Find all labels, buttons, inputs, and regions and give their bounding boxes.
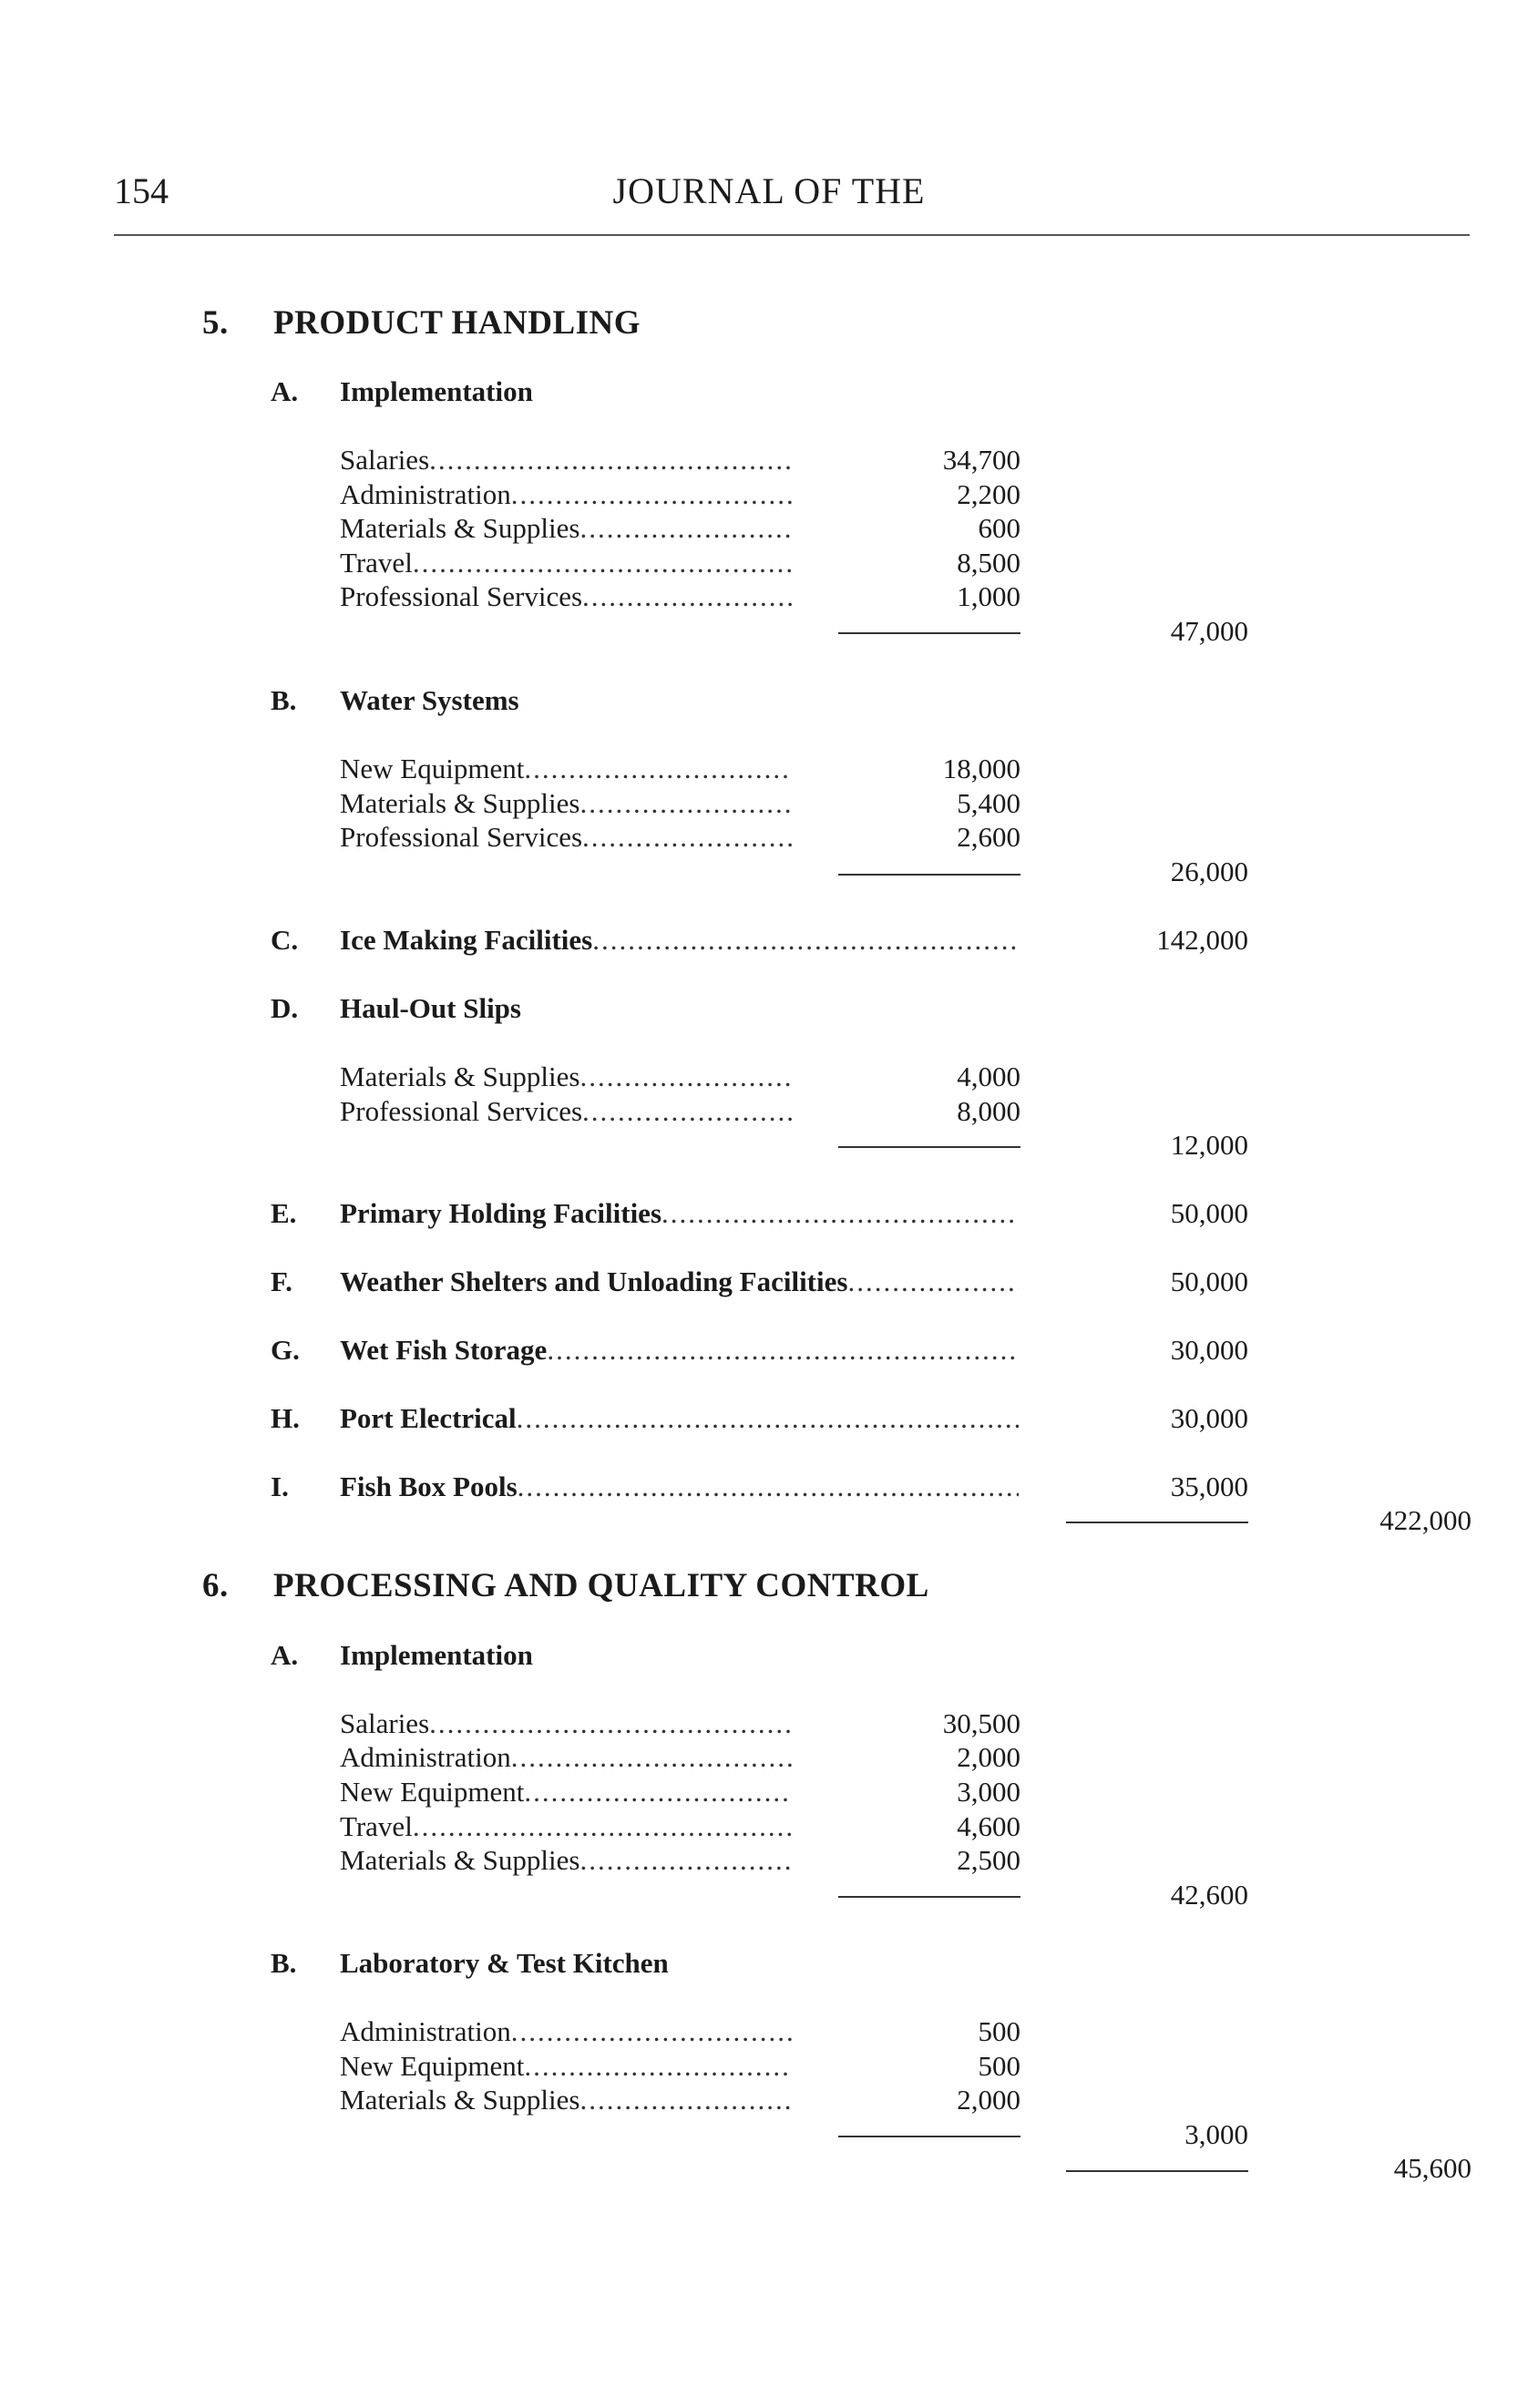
line-item [340,753,793,785]
item-amount: 8,000 [957,1095,1020,1127]
item-label: Materials & Supplies [340,2084,580,2116]
leader-dots [579,1061,793,1093]
item-label: New Equipment [340,1776,525,1808]
subsection-title: Primary Holding Facilities [340,1197,662,1229]
leader-dots [524,753,793,785]
line-item [340,1810,793,1843]
header-rule [114,234,1470,236]
line-item [340,512,793,545]
item-amount: 4,000 [957,1061,1020,1092]
item-amount: 500 [978,2015,1020,2047]
subsection-heading [271,1334,340,1367]
subtotal-amount: 35,000 [1170,1470,1248,1502]
subsection-letter: B. [271,1947,297,1979]
section-number: 5. [202,304,229,342]
journal-title: JOURNAL OF THE [612,170,926,211]
item-amount: 34,700 [942,444,1020,476]
subtotal-rule [838,1896,1020,1898]
item-amount: 4,600 [957,1810,1020,1842]
subsection-heading [271,924,340,957]
leader-dots [579,2084,793,2116]
leader-dots [517,1402,1019,1435]
line-item [340,444,793,476]
subtotal-amount: 3,000 [1184,2118,1248,2150]
subtotal-amount: 47,000 [1170,615,1248,647]
section-title: PROCESSING AND QUALITY CONTROL [273,1567,929,1604]
leader-dots [579,1844,793,1877]
subsection-heading [271,1947,669,1980]
subsection-title: Implementation [340,375,533,407]
subtotal-amount: 26,000 [1170,856,1248,887]
section-heading [202,1566,929,1605]
subsection-heading [271,992,521,1025]
leader-dots [511,478,793,511]
item-label: New Equipment [340,753,525,784]
leader-dots [429,1707,793,1740]
subsection-letter: E. [271,1197,297,1229]
subtotal-amount: 50,000 [1170,1265,1248,1297]
leader-dots [582,821,793,854]
item-label: Professional Services [340,821,583,853]
item-label: Materials & Supplies [340,512,580,544]
line-item [340,821,793,854]
item-amount: 2,600 [957,821,1020,853]
leader-dots [511,1741,793,1774]
section-number: 6. [202,1567,229,1604]
lump-sum-line [340,1197,1019,1230]
section-total-rule [1066,1522,1248,1523]
subsection-heading [271,684,519,717]
leader-dots [547,1334,1019,1367]
line-item [340,478,793,511]
leader-dots [661,1197,1019,1230]
item-label: Salaries [340,1707,430,1739]
item-label: Professional Services [340,580,583,612]
leader-dots [579,512,793,545]
subsection-title: Weather Shelters and Unloading Facilities [340,1265,848,1297]
leader-dots [518,1470,1019,1503]
subtotal-amount: 30,000 [1170,1402,1248,1434]
subtotal-rule [838,632,1020,634]
lump-sum-line [340,1402,1019,1435]
leader-dots [413,1810,793,1843]
line-item [340,2050,793,2083]
line-item [340,2015,793,2048]
subsection-letter: C. [271,924,299,956]
line-item [340,2084,793,2116]
subsection-title: Wet Fish Storage [340,1334,548,1366]
line-item [340,1776,793,1809]
subtotal-rule [838,874,1020,876]
subsection-title: Implementation [340,1639,533,1671]
item-amount: 18,000 [942,753,1020,784]
item-label: Travel [340,547,413,579]
leader-dots [524,1776,793,1809]
leader-dots [582,580,793,613]
section-total-rule [1066,2170,1248,2172]
leader-dots [413,547,793,579]
item-amount: 500 [978,2050,1020,2082]
lump-sum-line [340,1334,1019,1367]
subsection-title: Port Electrical [340,1402,517,1434]
line-item [340,547,793,579]
section-total-amount: 422,000 [1379,1504,1471,1536]
item-label: Materials & Supplies [340,1844,580,1876]
section-title: PRODUCT HANDLING [273,304,641,342]
item-amount: 2,500 [957,1844,1020,1876]
subsection-letter: H. [271,1402,300,1434]
subsection-letter: D. [271,992,299,1024]
item-amount: 2,200 [957,478,1020,510]
line-item [340,1061,793,1093]
item-amount: 30,500 [942,1707,1020,1739]
item-amount: 2,000 [957,2084,1020,2116]
line-item [340,1844,793,1877]
line-item [340,787,793,820]
subsection-title: Fish Box Pools [340,1470,518,1502]
leader-dots [579,787,793,820]
item-label: Materials & Supplies [340,787,580,819]
subsection-heading [271,1470,340,1503]
item-amount: 600 [978,512,1020,544]
subsection-letter: G. [271,1334,300,1366]
item-amount: 2,000 [957,1741,1020,1773]
item-label: Administration [340,2015,511,2047]
item-label: Administration [340,478,511,510]
line-item [340,1741,793,1774]
leader-dots [429,444,793,476]
line-item [340,1095,793,1128]
leader-dots [847,1265,1019,1298]
leader-dots [582,1095,793,1128]
subtotal-amount: 42,600 [1170,1879,1248,1911]
subsection-letter: B. [271,684,297,716]
lump-sum-line [340,1470,1019,1503]
subsection-letter: A. [271,375,299,407]
subsection-letter: I. [271,1470,289,1502]
item-label: New Equipment [340,2050,525,2082]
item-label: Travel [340,1810,413,1842]
subtotal-amount: 12,000 [1170,1129,1248,1161]
line-item [340,1707,793,1740]
subtotal-rule [838,1146,1020,1148]
subtotal-rule [838,2136,1020,2137]
line-item [340,580,793,613]
subsection-title: Ice Making Facilities [340,924,593,956]
subsection-heading [271,1265,340,1298]
lump-sum-line [340,1265,1019,1298]
leader-dots [511,2015,793,2048]
item-amount: 3,000 [957,1776,1020,1808]
leader-dots [592,924,1019,957]
item-amount: 5,400 [957,787,1020,819]
page-number: 154 [114,170,169,211]
section-heading [202,303,641,343]
leader-dots [524,2050,793,2083]
subtotal-amount: 50,000 [1170,1197,1248,1229]
item-amount: 1,000 [957,580,1020,612]
subsection-letter: A. [271,1639,299,1671]
item-amount: 8,500 [957,547,1020,579]
subsection-title: Water Systems [340,684,519,716]
subsection-title: Laboratory & Test Kitchen [340,1947,669,1979]
item-label: Administration [340,1741,511,1773]
lump-sum-line [340,924,1019,957]
subsection-heading [271,1402,340,1435]
subsection-title: Haul-Out Slips [340,992,521,1024]
subtotal-amount: 30,000 [1170,1334,1248,1366]
subtotal-amount: 142,000 [1156,924,1248,956]
subsection-heading [271,1197,340,1230]
subsection-heading [271,1639,533,1672]
subsection-letter: F. [271,1265,292,1297]
item-label: Salaries [340,444,430,476]
subsection-heading [271,375,533,408]
item-label: Professional Services [340,1095,583,1127]
item-label: Materials & Supplies [340,1061,580,1092]
section-total-amount: 45,600 [1393,2152,1471,2184]
